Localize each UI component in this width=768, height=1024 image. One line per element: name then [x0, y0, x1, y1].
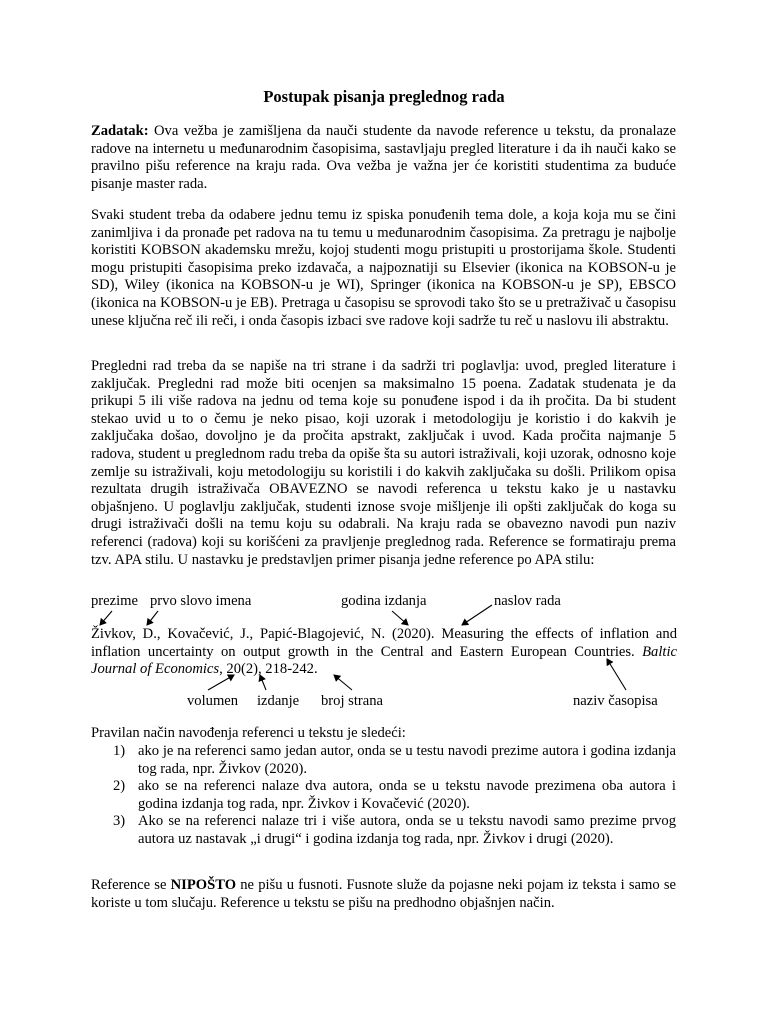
final-text-end: ne pišu u fusnoti. Fusnote služe da pojasne neki pojam iz teksta i samo se koriste u tom slučaju. Reference u tekstu se pišu na predhodno objašnjen način. — [91, 877, 676, 911]
label-volumen: volumen — [187, 693, 239, 709]
arrow-naslov — [462, 605, 492, 625]
example-reference — [91, 626, 677, 679]
arrow-prvo-slovo — [147, 611, 158, 625]
rule-number: 3) — [113, 813, 126, 830]
rule-item — [91, 743, 676, 778]
label-naziv-casopisa: naziv časopisa — [573, 693, 658, 709]
rule-text: ako je na referenci samo jedan autor, onda se u testu navodi prezime autora i godina izdanja tog rada, npr. Živkov (2020). — [138, 743, 676, 777]
requirements-paragraph: Pregledni rad treba da se napiše na tri strane i da sadrži tri poglavlja: uvod, pregled literature i zaključak. Pregledni rad može biti ocenjen sa maksimalno 15 poena. Zadatak studenata je da prikupi 5 ili više radova na jednu od tema koje su ponuđene ispod i da ih pročita. Da bi student stekao uvid u to o čemu je neko pisao, koji uzorak i metodologiju je koristio i do kakvih je zaključaka došao, dovoljno je da pročita apstrakt, zaključak i uvod. Kada pročita najmanje 5 radova, student u preglednom radu treba da opiše šta su autori istraživali, koji uzorak, odnosno koje zemlje su istraživali, koju metodologiju su koristili i do kakvih zaključaka su došli. Prilikom opisa rezultata drugih istraživača OBAVEZNO se navodi referenca u tekstu kako je u nastavku objašnjeno. U poglavlju zaključak, studenti iznose svoje mišljenje ili opšti zaključak do koga su drugi istraživači došli na temu koju su odabrali. Na kraju rada se obavezno navodi pun naziv referenci (radova) koji su korišćeni za pravljenje preglednog rada. Reference se formatiraju prema tzv. APA stilu. U nastavku je predstavljen primer pisanja jedne reference po APA stilu: — [91, 358, 676, 568]
document-title: Postupak pisanja preglednog rada — [263, 87, 505, 106]
label-prezime: prezime — [91, 593, 138, 609]
label-broj-strana: broj strana — [321, 693, 384, 709]
final-text-start: Reference se — [91, 877, 171, 893]
final-paragraph — [91, 877, 676, 912]
rule-text: ako se na referenci nalaze dva autora, onda se u tekstu navode prezimena oba autora i godina izdanja tog rada, npr. Živkov i Kovačević (2020). — [138, 778, 676, 812]
rules-intro: Pravilan način navođenja referenci u tekstu je sledeći: — [91, 725, 406, 741]
rule-item — [91, 813, 676, 848]
rule-text: Ako se na referenci nalaze tri i više autora, onda se u tekstu navodi samo prezime prvog autora uz nastavak „i drugi“ i godina izdanja tog rada, npr. Živkov i drugi (2020). — [138, 813, 676, 847]
rule-number: 2) — [113, 778, 126, 795]
final-emphasis: NIPOŠTO — [170, 877, 237, 893]
rule-number: 1) — [113, 743, 126, 759]
zadatak-paragraph — [91, 123, 676, 193]
zadatak-text: Ova vežba je zamišljena da nauči studente da navode reference u tekstu, da pronalaze radove na internetu u međunarodnim časopisima, sastavljaju pregled literature i da ih nauči kako se pravilno pišu reference na kraju rada. Ova vežba je važna jer će koristiti studentima za buduće pisanje master rada. — [91, 123, 676, 192]
label-prvo-slovo-imena: prvo slovo imena — [150, 593, 252, 609]
label-godina-izdanja: godina izdanja — [341, 593, 427, 609]
arrow-prezime — [100, 611, 112, 625]
label-izdanje: izdanje — [257, 693, 300, 709]
label-naslov-rada: naslov rada — [494, 593, 561, 609]
rule-item — [91, 778, 676, 813]
rules-list — [91, 743, 676, 849]
instructions-paragraph: Svaki student treba da odabere jednu temu iz spiska ponuđenih tema dole, a koja koja mu se čini zanimljiva i da pronađe pet radova na tu temu u međunarodnim časopisima. Za pretragu je najbolje koristiti KOBSON akademsku mrežu, kojoj studenti mogu pristupiti u prostorijama škole. Studenti mogu pristupiti časopisima preko izdavača, a najpoznatiji su Elsevier (ikonica na KOBSON-u je SD), Wiley (ikonica na KOBSON-u je WI), Springer (ikonica na KOBSON-u je SP), EBSCO (ikonica na KOBSON-u je EB). Pretraga u časopisu se sprovodi tako što se u pretraživač u časopisu unese ključna reč ili reči, i onda časopis izbaci sve radove koji sadrže tu reč u naslovu ili abstraktu. — [91, 207, 676, 329]
reference-journal: Baltic Journal of Economics — [91, 643, 677, 678]
reference-authors-title: Živkov, D., Kovačević, J., Papić-Blagojević, N. (2020). Measuring the effects of inflation and inflation uncertainty on output growth in the Central and Eastern European Countries. — [91, 626, 677, 660]
arrow-godina — [392, 611, 408, 625]
zadatak-label: Zadatak: — [91, 123, 149, 139]
reference-volume-pages: , 20(2), 218-242. — [219, 661, 318, 678]
